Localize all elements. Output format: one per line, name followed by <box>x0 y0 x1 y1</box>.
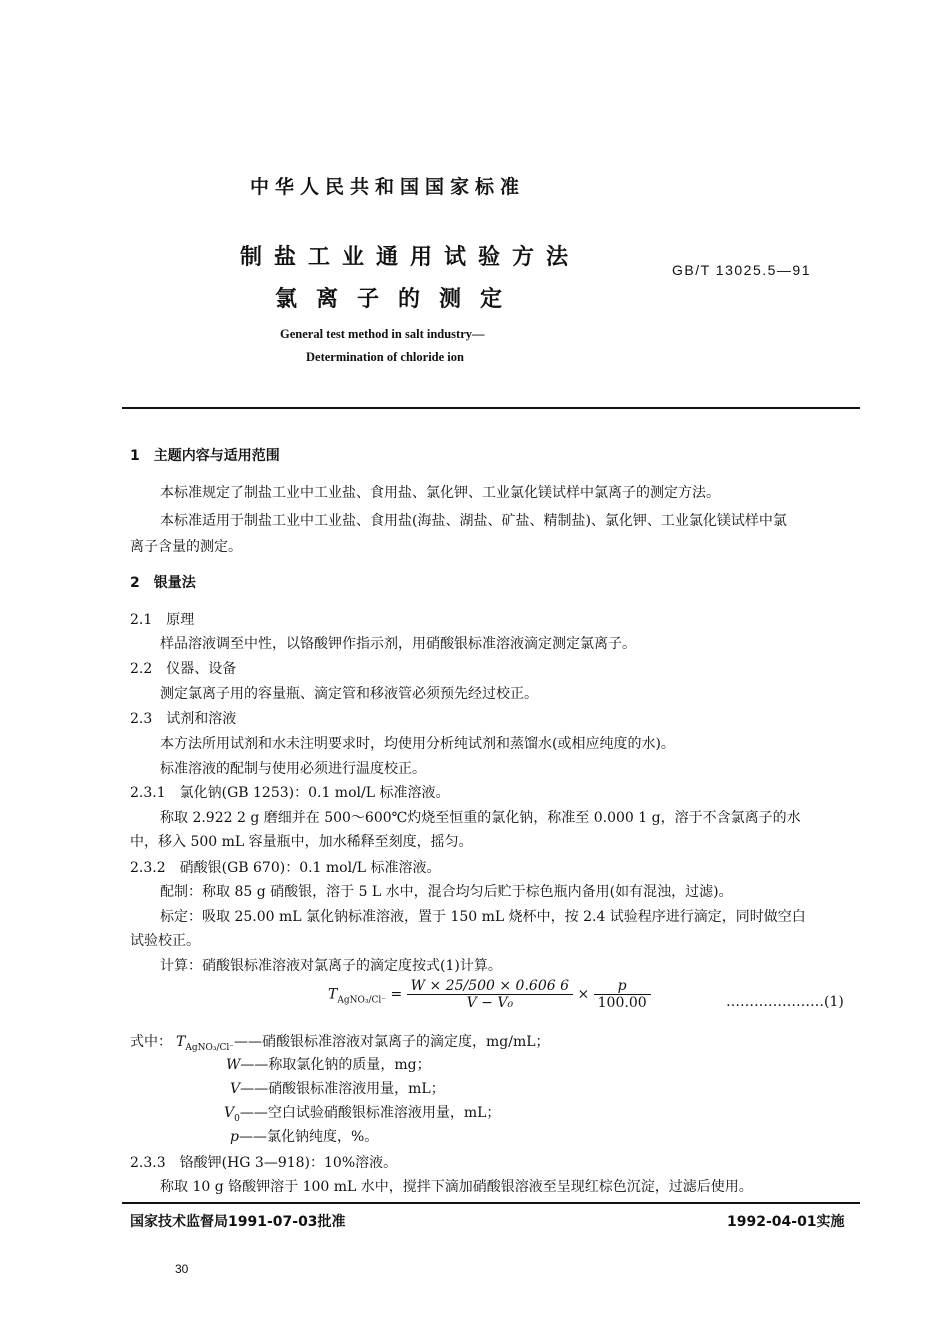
title-line-1: 制盐工业通用试验方法 <box>240 245 581 270</box>
paragraph: 称取 2.922 2 g 磨细并在 500～600℃灼烧至恒重的氯化钠，称准至 0.000 1 g，溶于不含氯离子的水 <box>160 810 801 826</box>
section-1-heading: 1 主题内容与适用范围 <box>130 448 280 464</box>
effective-date: 1992-04-01实施 <box>727 1214 845 1230</box>
where-item: V——硝酸银标准溶液用量，mL； <box>230 1081 445 1097</box>
standard-code: GB/T 13025.5—91 <box>672 262 811 278</box>
page-number: 30 <box>175 1262 189 1276</box>
paragraph: 配制：称取 85 g 硝酸银，溶于 5 L 水中，混合均匀后贮于棕色瓶内备用(如有混浊，过滤)。 <box>160 884 733 900</box>
formula-lhs-subscript: AgNO₃/Cl⁻ <box>337 995 387 1006</box>
formula-equals: = <box>390 986 403 1003</box>
where-item: $T_{AgNO_3/Cl^-}——$硝酸银标准溶液对氯离子的滴定度，mg/mL； <box>176 1034 550 1053</box>
section-2-3-2-heading: 2.3.2 硝酸银(GB 670)：0.1 mol/L 标准溶液。 <box>130 860 441 876</box>
formula-times: × <box>577 986 590 1003</box>
section-2-3-3-heading: 2.3.3 铬酸钾(HG 3—918)：10%溶液。 <box>130 1155 398 1171</box>
paragraph: 本方法所用试剂和水未注明要求时，均使用分析纯试剂和蒸馏水(或相应纯度的水)。 <box>160 736 675 752</box>
english-title-line-2: Determination of chloride ion <box>306 350 464 364</box>
formula-numerator: W × 25/500 × 0.606 6 <box>407 978 573 995</box>
formula-number: …………………(1) <box>726 994 844 1010</box>
formula-p-denominator: 100.00 <box>597 995 647 1011</box>
paragraph: 本标准适用于制盐工业中工业盐、食用盐(海盐、湖盐、矿盐、精制盐)、氯化钾、工业氯化镁试样中氯 <box>160 513 787 529</box>
where-intro: 式中： <box>130 1034 172 1050</box>
section-2-2-heading: 2.2 仪器、设备 <box>130 661 237 677</box>
where-item: W——称取氯化钠的质量，mg； <box>226 1057 431 1073</box>
paragraph: 样品溶液调至中性，以铬酸钾作指示剂，用硝酸银标准溶液滴定测定氯离子。 <box>160 636 636 652</box>
header-divider <box>122 407 860 409</box>
section-2-heading: 2 银量法 <box>130 575 196 591</box>
formula-p-numerator: p <box>594 978 651 995</box>
paragraph: 计算：硝酸银标准溶液对氯离子的滴定度按式(1)计算。 <box>160 958 502 974</box>
formula-lhs-symbol: T <box>328 986 338 1003</box>
formula-1 <box>328 978 651 1011</box>
where-item: p——氯化钠纯度，%。 <box>230 1129 379 1145</box>
paragraph: 称取 10 g 铬酸钾溶于 100 mL 水中，搅拌下滴加硝酸银溶液至呈现红棕色沉淀，过滤后使用。 <box>160 1179 753 1195</box>
formula-denominator: V − V₀ <box>466 995 514 1011</box>
section-2-3-heading: 2.3 试剂和溶液 <box>130 711 237 727</box>
section-2-3-1-heading: 2.3.1 氯化钠(GB 1253)：0.1 mol/L 标准溶液。 <box>130 785 450 801</box>
national-standard-label: 中华人民共和国国家标准 <box>250 176 526 198</box>
approval-info: 国家技术监督局1991-07-03批准 <box>130 1214 346 1230</box>
paragraph: 离子含量的测定。 <box>130 539 242 555</box>
section-2-1-heading: 2.1 原理 <box>130 612 195 628</box>
where-item: $V_0——$空白试验硝酸银标准溶液用量，mL； <box>224 1105 501 1124</box>
paragraph: 标准溶液的配制与使用必须进行温度校正。 <box>160 761 426 777</box>
title-line-2: 氯离子的测定 <box>275 287 522 312</box>
paragraph: 试验校正。 <box>130 933 200 949</box>
paragraph: 中，移入 500 mL 容量瓶中，加水稀释至刻度，摇匀。 <box>130 834 473 850</box>
footer-divider <box>122 1202 860 1204</box>
paragraph: 测定氯离子用的容量瓶、滴定管和移液管必须预先经过校正。 <box>160 686 538 702</box>
paragraph: 本标准规定了制盐工业中工业盐、食用盐、氯化钾、工业氯化镁试样中氯离子的测定方法。 <box>160 485 720 501</box>
paragraph: 标定：吸取 25.00 mL 氯化钠标准溶液，置于 150 mL 烧杯中，按 2.4 试验程序进行滴定，同时做空白 <box>160 909 806 925</box>
english-title-line-1: General test method in salt industry— <box>280 327 485 341</box>
